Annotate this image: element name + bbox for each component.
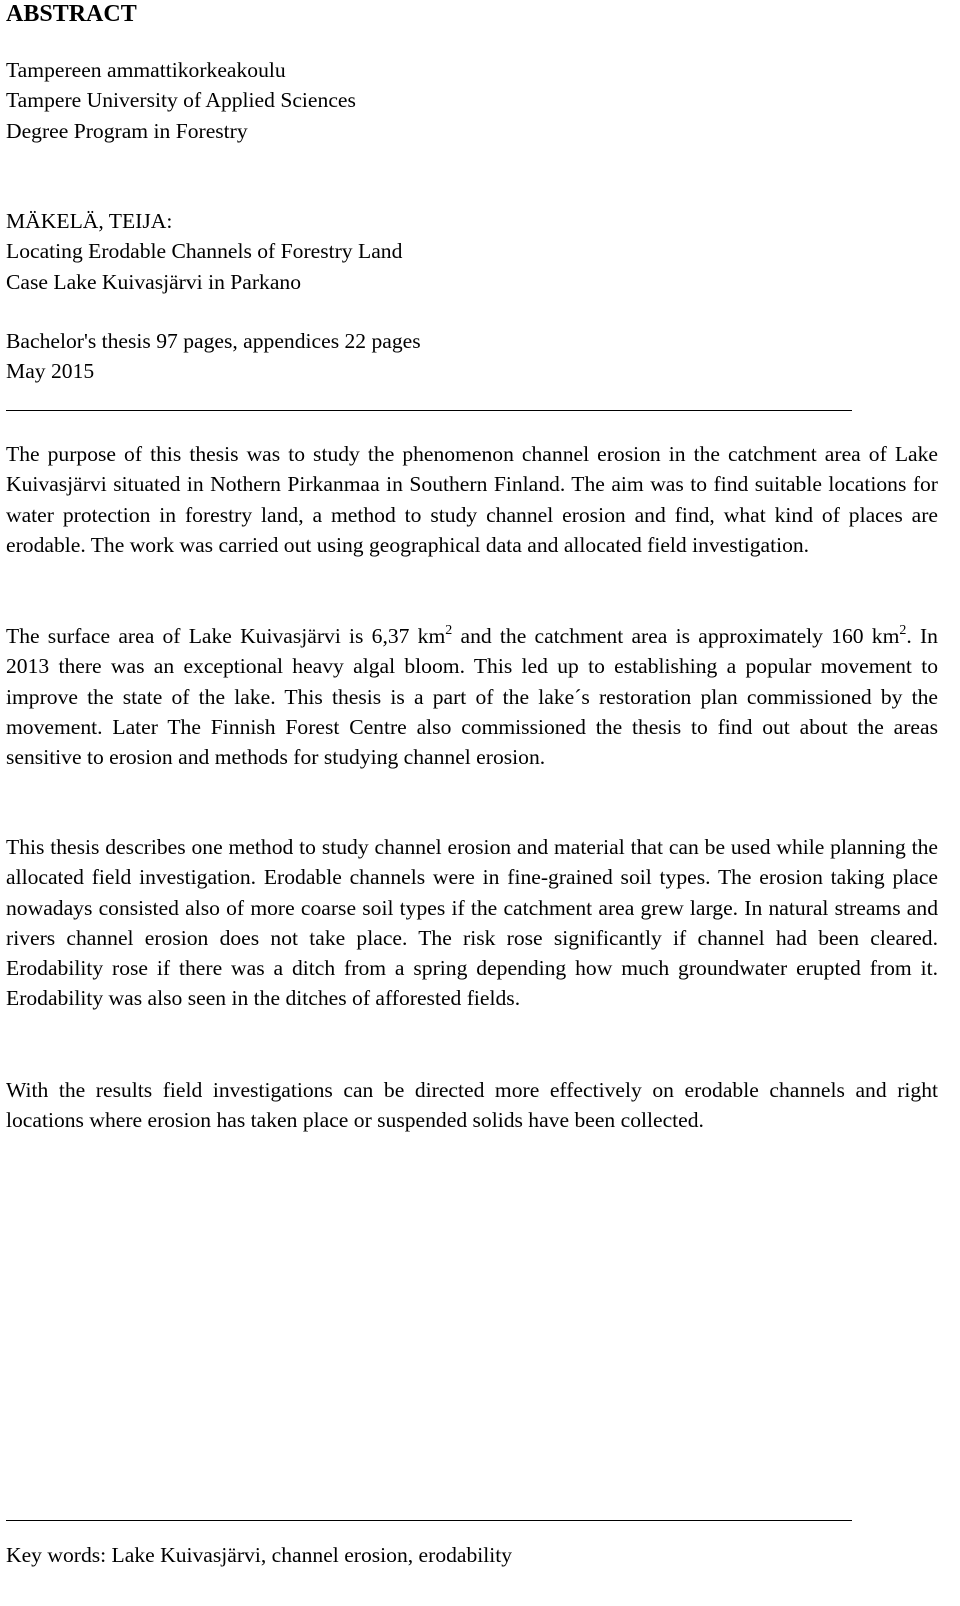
abstract-paragraph-3: This thesis describes one method to study channel erosion and material that can be used while planning the allocated field investigation. Erodable channels were in fine-grained soil types. The erosion taking place nowadays consisted also of more coarse soil types if the catchment area grew large. In natural streams and rivers channel erosion does not take place. The risk rose significantly if channel had been cleared. Erodability rose if there was a ditch from a spring depending how much groundwater erupted from it. Erodability was also seen in the ditches of afforested fields.	[6, 835, 938, 1011]
abstract-paragraph-1: The purpose of this thesis was to study the phenomenon channel erosion in the catchment area of Lake Kuivasjärvi situated in Nothern Pirkanmaa in Southern Finland. The aim was to find suitable locations for water protection in forestry land, a method to study channel erosion and find, what kind of places are erodable. The work was carried out using geographical data and allocated field investigation.	[6, 442, 938, 557]
thesis-date: May 2015	[6, 359, 95, 384]
abstract-paragraph-2	[6, 621, 938, 772]
page-title: ABSTRACT	[6, 1, 137, 27]
thesis-author: MÄKELÄ, TEIJA:	[6, 209, 173, 233]
paragraph-2-text-a: The surface area of Lake Kuivasjärvi is 6,37 km	[6, 624, 446, 648]
thesis-info-block	[6, 206, 938, 297]
thesis-details-block	[6, 326, 938, 387]
superscript-squared: 2	[899, 623, 907, 638]
thesis-title: Locating Erodable Channels of Forestry Land	[6, 239, 403, 264]
footer-divider	[6, 1520, 852, 1521]
header-divider	[6, 410, 852, 411]
superscript-squared: 2	[445, 623, 453, 638]
paragraph-2-text-b: and the catchment area is approximately 160 km	[452, 624, 900, 648]
institution-name-fi: Tampereen ammattikorkeakoulu	[6, 58, 286, 82]
institution-block	[6, 55, 938, 146]
thesis-subtitle: Case Lake Kuivasjärvi in Parkano	[6, 269, 302, 294]
keywords-line: Key words: Lake Kuivasjärvi, channel erosion, erodability	[6, 1543, 513, 1567]
abstract-page	[6, 0, 938, 1606]
paragraph-2-text-c: . In 2013 there was an exceptional heavy algal bloom. This led up to establishing a popular movement to improve the state of the lake. This thesis is a part of the lake´s restoration plan commissioned by the movement. Later The Finnish Forest Centre also commissioned the thesis to find out about the areas sensitive to erosion and methods for studying channel erosion.	[6, 624, 938, 770]
abstract-paragraph-4: With the results field investigations can be directed more effectively on erodable channels and right locations where erosion has taken place or suspended solids have been collected.	[6, 1078, 938, 1133]
thesis-extent: Bachelor's thesis 97 pages, appendices 22 pages	[6, 329, 421, 353]
institution-name-en: Tampere University of Applied Sciences	[6, 88, 356, 113]
degree-program: Degree Program in Forestry	[6, 118, 248, 143]
